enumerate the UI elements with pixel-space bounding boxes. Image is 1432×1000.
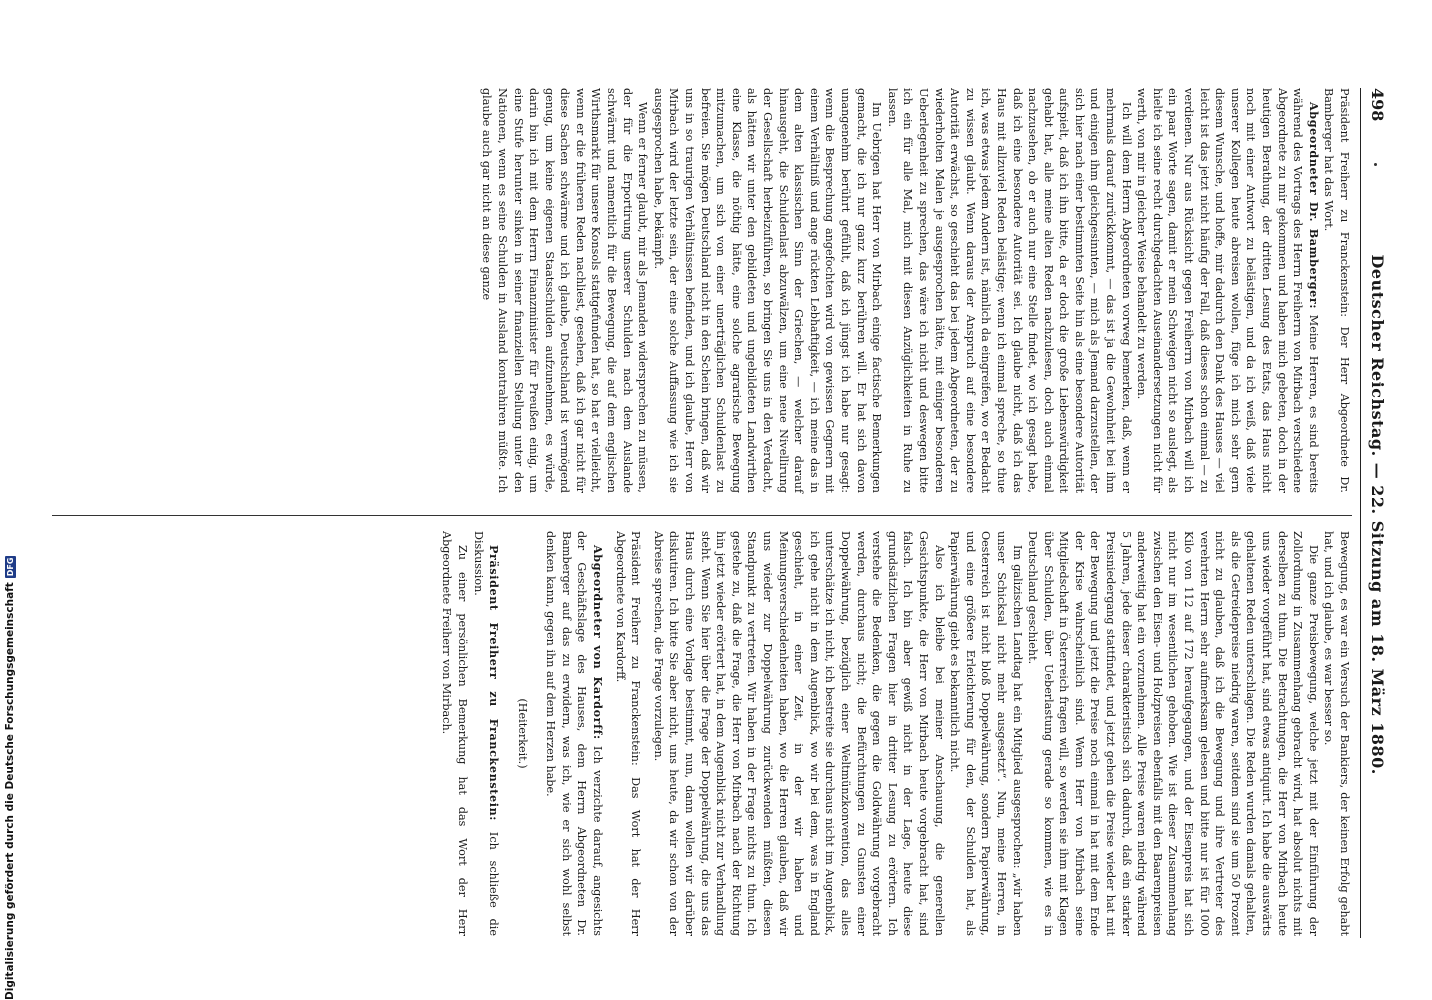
text-paragraph: Präsident Freiherr zu Franckenstein: Das Wort hat der Herr Abgeordnete von Kardorff. (613, 531, 643, 936)
speaker-name: Präsident Freiherr zu Franckenstein: (487, 545, 502, 822)
text-paragraph: Die ganze Preisbewegung, welche jetzt mit der Einführung der Zollordnung in Zusammenhang gebracht wird, hat absolut nichts mit derselben zu thun. Die Betrachtungen, die Herr von Mirbach heute uns wieder vorgeführt hat, sind etwas antiquirt. Ich habe die auswärts gehaltenen Reden unterschlagen. Die Reden wurden damals gehalten, als die Getreidepreise niedrig waren, seitdem sind sie um 50 Prozent nicht zu glauben, daß ich die Bewegung und ihre Vertreter des verehrten Herrn sehr aufmerksam gelesen und bitte nur ist für 1000 Kilo von 112 auf 172 heraufgegangen, und der Eisenpreis hat sich nicht nur im wesentlichen gehoben. Wie ist dieser Zusammenhang zwischen den Eisen- und Holzpreisen ebenfalls mit den Baarenpreisen anderweitig hat ein vorzunehmen. Alle Preise waren niedrig während 5 Jahren, jede dieser charakteristisch sich dadurch, daß ein starker Preisniedergang stattfindet, und jetzt gehen die Preise wieder hat mit der Bewegung und jetzt die Preise noch einmal in hat mit dem Ende der Krise wahrscheinlich sind. Wenn Herr von Mirbach seine Mitgliedschaft in Österreich fragen will, so werden sie ihm mit Klagen über Schulden, über Ueberlastung gerade so kommen, wie es in Deutschland geschieht. (1026, 531, 1320, 936)
credit-text: Digitalisierung gefördert durch die Deutsche Forschungsgemeinschaft (4, 582, 16, 1000)
paragraph-gap (643, 531, 650, 936)
running-head (1365, 88, 1387, 938)
text-paragraph: Zu einer persönlichen Bemerkung hat das Wort der Herr Abgeordnete Freiherr von Mirbach. (440, 531, 469, 936)
scan-speck (1374, 163, 1377, 166)
text-paragraph: Ich will dem Herrn Abgeordneten vorweg bemerken, daß, wenn er mehrmals darauf zurückkommt, — das ist ja die Gewohnheit bei ihm und einigen ihm gleichgesinnten, — mich als Jemand darzustellen, der sich hier nach einer bestimmten Seite hin als eine besondere Autorität aufspielt, daß ich ihn bitte, da er doch die große Liebenswürdigkeit gehabt hat, alle meine alten Reden nachzulesen, doch auch einmal nachzusehen, ob er auch nur eine Stelle findet, wo ich gesagt habe, daß ich eine besondere Autorität sei. Ich glaube nicht, daß ich das Haus mit allzuviel Reden belästige; wenn ich einmal spreche, so thue ich, was etwas jedem Andern ist, nämlich da eingreifen, wo er Bedacht zu wissen glaubt. Wenn daraus der Anspruch auf eine besondere Autorität erwächst, so geschieht das bei jedem Abgeordneten, der zu wiederholten Malen je ausgesprochen hätte, mit einiger besonderen Ueberlegenheit zu sprechen, das wäre ich nicht und deswegen bitte ich ein für alle Mal, mich mit diesen Anzüglichkeiten in Ruhe zu lassen. (885, 88, 1133, 493)
text-column-left (479, 88, 1352, 493)
speaker-name: Abgeordneter Dr. Bamberger: (1306, 102, 1321, 310)
page-number: 498 (1368, 88, 1387, 122)
dfg-logo-icon: DFG (5, 557, 15, 577)
speech-paragraph (543, 531, 605, 936)
paragraph-gap (536, 531, 543, 936)
text-paragraph: Präsident Freiherr zu Franckenstein: Der Herr Abgeordnete Dr. Bamberger hat das Wort. (1322, 88, 1351, 493)
header-rule (1360, 88, 1361, 938)
speaker-name: Abgeordneter von Kardorff: (591, 545, 606, 740)
paragraph-gap (501, 531, 508, 936)
text-paragraph: Bewegung, es war ein Versuch der Bankiers, der keinen Erfolg gehabt hat, und ich glaube, es war besser so. (1322, 531, 1351, 936)
interjection: (Heiterkeit.) (515, 698, 529, 769)
text-column-right (439, 531, 1352, 936)
speech-paragraph (470, 531, 501, 936)
text-paragraph: Im Uebrigen hat Herr von Mirbach einige factische Bemerkungen gemacht, die ich nur ganz kurz berühren will. Er hat sich davon unangenehm berührt gefühlt, daß ich jüngst ich habe nur gesagt: wenn die Besprechung angefochten wird von gewissen Gegnern mit einem Verhältniß und ange rückten Lebhaftigkeit, — ich meine das in dem alten klassischen Sinn der Griechen, — welcher darauf hinausgeht, die Schuldenlast abzuwälzen, um eine neue Nivellirung der Gesellschaft herbeizuführen, so bringen Sie uns in den Verdacht, als hätten wir unter den gebildeten und ungebildeten Landwirthen eine Klasse, die nöthig hätte, eine solche agrarische Bewegung mitzumachen, um sich von einer unerträglichen Schuldenlast zu befreien. Sie mögen Deutschland nicht in den Schein bringen, daß wir uns in so traurigen Verhältnissen befinden, und ich glaube, Herr von Mirbach wird der letzte sein, der eine solche Auffassung wie ich sie ausgesprochen habe, bekämpft. (651, 88, 884, 493)
text-paragraph: Also ich bleibe bei meiner Anschauung, die generellen Gesichtspunkte, die Herr von Mirbach heute vorgebracht hat, sind falsch. Ich bin aber gewiß nicht in der Lage, heute diese grundsätzlichen Fragen hier in dritter Lesung zu erörtern. Ich verstehe die Bedenken, die gegen die Goldwährung vorgebracht werden, durchaus nicht; die Befürchtungen zu Gunsten einer Doppelwährung, bezüglich einer Weltmünzkonvention, das alles unterschätze ich nicht, ich bestreite sie durchaus nicht im Augenblick, ich gehe nicht in dem Augenblick, wo wir bei dem, was in England geschieht, in einer Zeit, in der wir haben und Meinungsverschiedenheiten haben, wo die Herren glauben, daß wir uns wieder zur Doppelwährung zurückwenden müßten, diesen Standpunkt zu vertreten. Wir haben in der Frage nichts zu thun. Ich gestehe zu, daß die Frage, die Herr von Mirbach nach der Richtung hin jetzt wieder erörtert hat, in dem Augenblick nicht zur Verhandlung steht. Wenn Sie hier über die Frage der Doppelwährung, die uns das Haus durch eine Vorlage bestimmt, nun, dann wollen wir darüber diskutiren. Ich bitte Sie aber nicht, uns heute, da wir schon von der Abreise sprechen, die Frage vorzulegen. (651, 531, 946, 936)
column-divider (52, 515, 1352, 516)
speech-text: Meine Herren, es sind bereits während des Vortrags des Herrn Freiherrn von Mirbach verschiedene Abgeordnete zu mir gekommen und haben mich gebeten, doch in der heutigen Berathung, der dritten Lesung des Etats, das Haus nicht noch mit einer Antwort zu belästigen, und da ich weiß, daß viele unserer Kollegen heute abreisen wollen, füge ich mich sehr gern diesem Wunsche, und hoffe, mir dadurch den Dank des Hauses — viel leicht ist das jetzt nicht häufig der Fall, daß dieses schon einmal — zu verdienen. Nur aus Rücksicht gegen Freiherrn von Mirbach will ich ein paar Worte sagen, damit er mein Schweigen nicht so auslegt, als hielte ich seine recht durchgedachten Auseinandersetzungen nicht für werth, von mir in gleicher Weise behandelt zu werden. (1135, 88, 1320, 493)
speech-text: Ich schließe die Diskussion. (471, 531, 501, 936)
speech-text: Ich verzichte darauf, angesichts der Geschäftslage des Hauses, dem Herrn Abgeordneten Dr. Bamberger auf das zu erwidern, was ich, wie er sich wohl selbst denken kann, gegen ihn auf dem Herzen habe. (544, 531, 605, 936)
page-header-title: Deutscher Reichstag. — 22. Sitzung am 18. März 1880. (1368, 254, 1387, 775)
text-paragraph: Wenn er ferner glaubt, mir als Jemanden widersprechen zu müssen, der für die Erportirung unserer Schulden nach dem Auslande schwärmt und namentlich für die Bewegung, die auf dem englischen Wirthsmarkt für unsere Konsols stattgefunden hat, so hat er vielleicht, wenn er die früheren Reden nachliest, gesehen, daß ich gar nicht für diese Sachen schwärme und ich glaube, Deutschland ist vermögend genug, um keine eigenen Staatsschulden aufzunehmen, es würde, darin bin ich mit dem Herrn Finanzminister für Preußen einig, um eine Stufe herunter sinken in seiner finanziellen Stellung unter den Nationen, wenn es seine Schulden in Ausland kontrahiren müßte. Ich glaube auch gar nicht an diese ganze (480, 88, 650, 493)
text-paragraph: Im galizischen Landtag hat ein Mitglied ausgesprochen: „wir haben unser Schicksal nicht mehr ausgesetzt“. Nun, meine Herren, in Oesterreich ist nicht bloß Doppelwährung, sondern Papierwährung, und eine größere Erleichterung für den, der Schulden hat, als Papierwährung giebt es bekanntlich nicht. (948, 531, 1024, 936)
speech-paragraph (1134, 88, 1321, 493)
paragraph-gap (605, 531, 612, 936)
